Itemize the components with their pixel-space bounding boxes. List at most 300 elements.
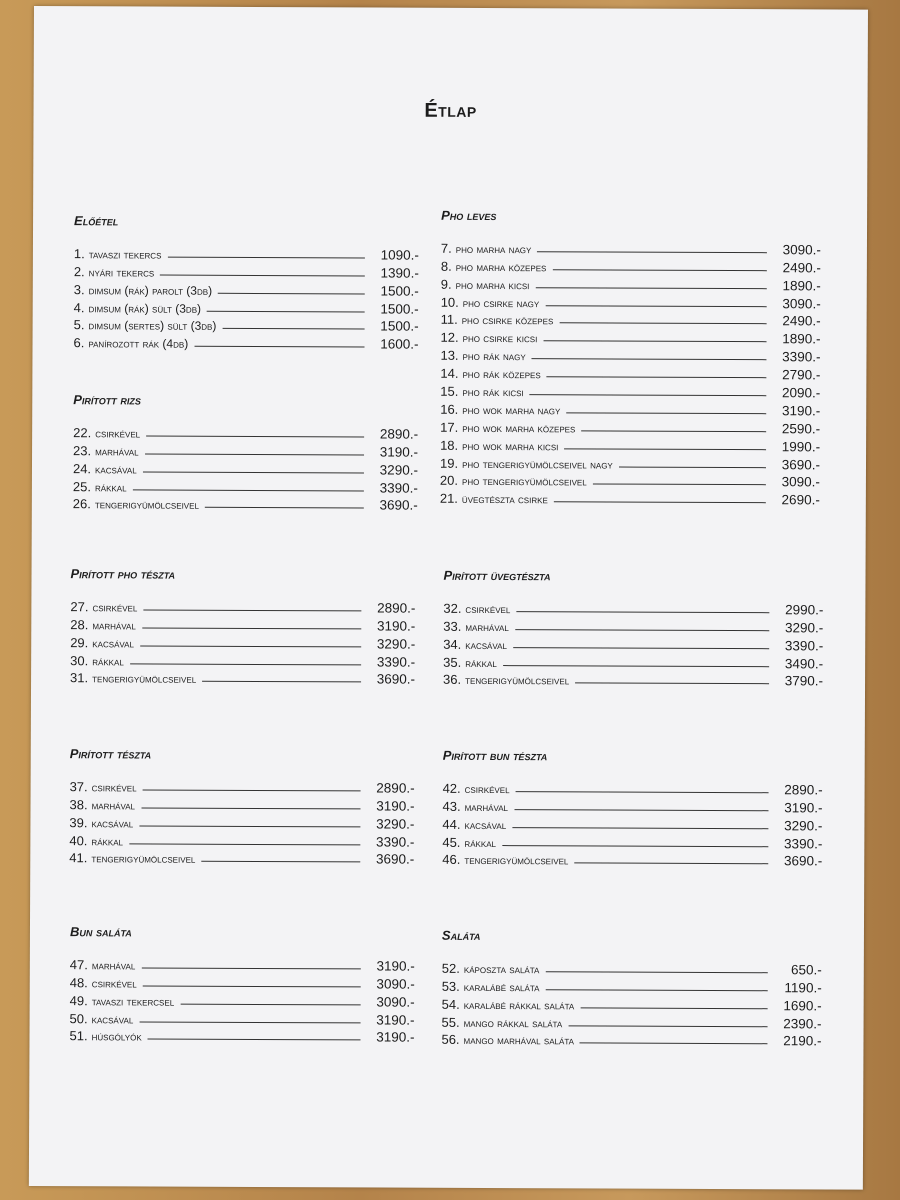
menu-item [442,976,822,996]
item-number: 2. [73,263,85,280]
leader-line [566,412,766,414]
item-name: kacsával [92,635,134,651]
menu-sheet [29,6,868,1190]
leader-line [148,1039,361,1041]
item-name: rákkal [94,479,127,494]
item-number: 26. [72,496,91,512]
item-number: 47. [69,957,88,973]
item-name: rákkal [91,833,124,848]
leader-line [543,341,766,343]
item-number: 38. [69,796,88,813]
item-name: csirkével [464,781,510,796]
section-title: Saláta [441,927,481,943]
item-number: 8. [440,258,452,274]
item-price: 3190.- [784,800,823,816]
leader-line [207,310,365,312]
leader-line [502,845,768,847]
menu-item [74,297,419,316]
item-price: 3290.- [784,817,823,834]
item-number: 12. [440,330,459,346]
item-name: húsgólyók [91,1029,142,1044]
item-price: 3090.- [782,295,821,311]
menu-item [70,668,415,687]
item-number: 55. [441,1014,460,1030]
item-number: 20. [439,473,459,489]
item-price: 3690.- [783,853,823,869]
menu-item [74,243,419,262]
item-name: pho rák közepes [462,366,541,382]
section-title: Pirított rizs [73,392,141,408]
menu-item [70,614,415,633]
menu-item [442,994,822,1014]
item-price: 1890.- [782,331,821,347]
menu-item [74,261,419,280]
item-price: 2490.- [782,313,821,329]
item-price: 3690.- [781,456,821,473]
item-price: 3090.- [782,242,821,258]
item-price: 3190.- [376,958,415,974]
item-name: kacsával [91,815,134,831]
item-name: kacsával [95,461,137,477]
leader-line [160,274,365,276]
menu-title: Étlap [424,99,477,122]
item-number: 41. [69,850,88,866]
item-name: csirkével [92,600,138,615]
item-price: 1090.- [380,247,419,263]
leader-line [218,292,365,294]
item-price: 2190.- [783,1033,822,1049]
leader-line [574,863,768,865]
item-price: 2390.- [783,1015,822,1032]
leader-line [142,627,362,629]
item-name: pho wok marha közepes [462,420,576,436]
item-number: 37. [69,779,88,795]
leader-line [143,609,361,611]
item-price: 3190.- [376,618,416,634]
item-name: pho csirke kicsi [462,331,538,346]
item-name: rákkal [464,835,497,850]
item-price: 3190.- [376,798,415,814]
item-price: 3190.- [379,444,419,460]
item-price: 3290.- [376,636,416,652]
item-number: 42. [442,780,461,796]
leader-line [194,346,364,348]
item-price: 3690.- [376,671,416,688]
menu-item [440,470,820,490]
item-number: 28. [70,616,89,633]
item-price: 2890.- [379,426,419,442]
leader-line [516,611,769,613]
item-price: 2590.- [781,421,821,437]
menu-item [441,327,821,347]
leader-line [514,809,769,811]
item-number: 15. [440,383,459,399]
item-number: 27. [70,599,89,615]
section-salata [441,928,822,1049]
menu-item [73,458,418,477]
item-number: 53. [441,978,460,994]
item-number: 4. [73,299,85,315]
item-name: tengerigyümölcseivel [92,671,197,687]
menu-item [442,1011,822,1031]
menu-item [70,954,415,973]
item-number: 48. [69,974,88,991]
item-name: nyári tekercs [88,265,155,280]
leader-line [180,1003,360,1005]
section-title: Pirított bun tészta [442,747,548,764]
menu-item [441,309,821,329]
item-price: 3390.- [784,835,823,852]
item-name: panírozott rák (4db) [88,336,189,352]
leader-line [145,453,365,455]
item-number: 16. [440,401,459,417]
leader-line [512,827,768,829]
leader-line [580,1043,768,1045]
item-number: 52. [441,960,460,976]
item-price: 3390.- [379,480,418,496]
leader-line [143,985,361,987]
leader-line [545,971,767,973]
menu-item [70,972,415,991]
menu-item [70,1008,415,1027]
leader-line [146,435,364,437]
leader-line [503,665,769,667]
item-number: 18. [440,437,459,453]
item-number: 44. [442,816,461,832]
leader-line [130,663,361,665]
leader-line [143,789,361,791]
item-price: 3390.- [782,349,821,365]
menu-item [442,814,822,834]
item-price: 3690.- [375,851,415,868]
item-price: 3090.- [781,474,820,490]
item-name: marhával [464,799,509,814]
item-price: 650.- [790,962,822,978]
menu-item [441,238,821,258]
item-name: karalábé rákkal saláta [463,997,575,1013]
item-name: karalábé saláta [463,979,540,994]
menu-item [440,417,820,437]
section-title: Pirított tészta [69,746,152,762]
menu-item [442,958,822,978]
item-name: pho marha nagy [455,241,532,257]
item-name: pho marha kicsi [455,277,530,292]
item-price: 3690.- [379,497,418,514]
item-price: 2890.- [377,600,416,616]
item-price: 2890.- [376,780,415,796]
item-name: kacsával [464,817,507,832]
menu-item [443,598,823,618]
menu-item [442,831,822,851]
menu-item [441,256,821,276]
menu-item [440,363,820,383]
item-name: tengerigyümölcseivel [464,853,569,868]
menu-item [70,650,415,669]
section-piritott-rizs [73,392,419,513]
item-price: 3390.- [376,654,416,670]
item-price: 3090.- [376,994,415,1010]
item-name: csirkével [465,601,511,616]
item-name: pho marha közepes [455,259,547,275]
item-number: 1. [73,246,85,262]
item-price: 2490.- [782,260,821,276]
section-title: Bun saláta [69,924,132,940]
item-name: dimsum (rák) parolt (3db) [88,282,213,298]
item-name: tengerigyümölcseivel [91,851,196,867]
item-number: 46. [442,852,461,868]
leader-line [516,791,769,793]
item-price: 2990.- [785,602,824,618]
item-name: kacsával [91,1011,134,1027]
item-name: pho csirke nagy [462,295,540,310]
item-number: 3. [73,281,85,297]
leader-line [575,683,769,685]
menu-item [442,849,822,869]
leader-line [554,502,766,504]
item-number: 45. [442,834,461,850]
leader-line [202,681,361,683]
menu-item [443,634,823,654]
item-price: 1600.- [380,336,419,353]
item-number: 35. [443,654,462,670]
menu-item [69,848,414,867]
item-number: 7. [440,240,452,256]
item-number: 25. [72,478,92,494]
section-piritott-pho-teszta [70,566,416,687]
section-title: Előétel [74,213,119,229]
leader-line [201,861,360,863]
item-name: káposzta saláta [463,961,540,977]
menu-item [441,274,821,294]
item-number: 51. [69,1028,88,1044]
menu-item [443,616,823,636]
item-price: 2690.- [781,492,820,508]
leader-line [167,256,364,258]
item-name: pho tengerigyümölcseivel [461,474,587,489]
menu-item [441,291,821,311]
item-name: pho wok marha kicsi [462,438,559,453]
item-number: 24. [72,460,92,476]
leader-line [537,251,767,253]
menu-item [70,776,415,795]
leader-line [143,471,364,473]
item-price: 3490.- [784,655,824,672]
item-name: dimsum (sertes) sült (3db) [88,318,217,334]
section-title: Pirított üvegtészta [443,567,551,584]
menu-item [440,399,820,419]
item-name: tavaszi tekercs [88,247,162,262]
leader-line [513,647,769,649]
leader-line [545,305,766,307]
item-number: 49. [69,992,88,1008]
item-price: 1390.- [380,265,419,281]
item-name: tengerigyümölcseivel [465,673,570,688]
item-number: 22. [73,425,92,441]
item-price: 3390.- [376,834,415,850]
item-price: 1500.- [380,318,419,335]
item-number: 34. [443,636,462,652]
item-number: 9. [440,276,452,292]
item-number: 29. [70,634,89,650]
item-price: 1890.- [782,277,821,294]
item-name: marhával [91,958,136,973]
item-number: 33. [443,618,462,634]
item-name: marhával [465,619,509,634]
menu-item [73,333,418,352]
item-name: mango rákkal saláta [463,1015,563,1030]
leader-line [205,507,364,509]
leader-line [547,376,767,378]
item-name: marhával [92,618,136,633]
item-price: 3190.- [376,1012,415,1028]
item-name: kacsával [465,637,507,652]
menu-item [440,435,820,455]
leader-line [530,394,767,396]
menu-item [69,1026,414,1045]
leader-line [141,967,361,969]
item-name: tengerigyümölcseivel [94,497,199,513]
item-price: 1690.- [783,997,822,1014]
item-price: 3390.- [784,637,824,654]
section-piritott-teszta [69,746,415,867]
section-piritott-uvegteszta [443,568,824,689]
item-number: 36. [443,672,462,688]
item-name: dimsum (rák) sült (3db) [88,300,202,316]
leader-line [141,807,361,809]
item-name: pho rák nagy [462,349,526,364]
menu-item [73,422,418,441]
item-name: tavaszi tekercsel [91,993,175,1009]
leader-line [139,825,360,827]
leader-line [140,645,361,647]
menu-item [440,345,820,365]
item-name: csirkével [91,976,137,991]
item-price: 1500.- [380,301,419,317]
menu-item [73,494,418,513]
item-number: 50. [69,1010,88,1026]
item-name: pho tengerigyümölcseivel nagy [462,456,613,472]
item-name: mango marhával saláta [463,1033,575,1048]
leader-line [129,843,360,845]
leader-line [552,269,766,271]
item-number: 14. [440,365,459,381]
menu-item [440,488,820,508]
leader-line [581,430,766,432]
item-name: rákkal [92,653,124,668]
item-price: 1990.- [781,438,821,455]
menu-item [73,476,418,495]
menu-item [443,669,823,689]
leader-line [222,328,364,330]
leader-line [564,448,766,450]
menu-item [74,315,419,334]
item-name: pho rák kicsi [462,384,524,400]
item-price: 2890.- [784,782,823,798]
item-number: 21. [439,491,458,507]
menu-item [70,632,415,651]
item-name: pho csirke közepes [461,313,554,328]
menu-item [442,796,822,816]
item-number: 30. [70,652,89,668]
item-number: 10. [440,294,459,310]
item-number: 40. [69,832,88,848]
item-number: 39. [69,814,88,830]
item-price: 1500.- [380,283,419,299]
item-price: 3290.- [379,462,419,478]
item-number: 17. [440,419,459,435]
item-number: 19. [439,455,459,471]
item-price: 3190.- [781,403,821,419]
section-bun-salata [69,924,415,1045]
leader-line [545,989,767,991]
item-number: 11. [440,312,458,328]
section-title: Pirított pho tészta [70,566,176,582]
item-number: 43. [442,798,461,814]
item-price: 3190.- [376,1029,415,1046]
item-number: 54. [441,996,460,1012]
item-price: 3790.- [784,673,824,689]
section-pho-leves [440,208,821,508]
item-name: marhával [95,444,139,459]
leader-line [532,358,767,360]
section-title: Pho leves [441,207,497,224]
menu-item [70,990,415,1009]
item-number: 32. [443,600,462,616]
menu-item [440,381,820,401]
item-price: 3290.- [376,816,415,832]
item-number: 5. [73,317,85,333]
item-number: 56. [441,1032,460,1048]
menu-item [441,1029,821,1049]
item-name: rákkal [465,655,497,670]
menu-item [70,596,415,615]
leader-line [139,1021,360,1023]
item-price: 2790.- [782,367,821,383]
item-price: 2090.- [782,385,821,401]
item-number: 23. [73,442,92,459]
menu-item [443,778,823,798]
item-name: csirkével [95,426,141,441]
section-eloetel [73,213,419,352]
menu-item [73,440,418,459]
menu-item [69,794,414,813]
menu-item [440,452,820,472]
item-price: 1190.- [784,980,822,996]
item-number: 31. [70,670,89,686]
section-piritott-bun-teszta [442,748,823,869]
item-name: csirkével [91,780,137,795]
item-price: 3090.- [376,976,415,992]
menu-item [74,279,419,298]
item-price: 3290.- [784,620,824,636]
item-name: üvegtészta csirke [461,492,548,507]
menu-item [69,830,414,849]
leader-line [619,466,766,468]
leader-line [535,287,766,289]
leader-line [133,489,364,491]
item-name: marhával [91,798,136,813]
leader-line [568,1025,767,1027]
leader-line [580,1007,767,1009]
leader-line [593,484,766,486]
menu-item [443,651,823,671]
item-number: 6. [73,335,85,351]
item-name: pho wok marha nagy [462,402,561,418]
leader-line [559,323,766,325]
leader-line [515,629,770,631]
item-number: 13. [440,348,459,364]
menu-item [69,812,414,831]
